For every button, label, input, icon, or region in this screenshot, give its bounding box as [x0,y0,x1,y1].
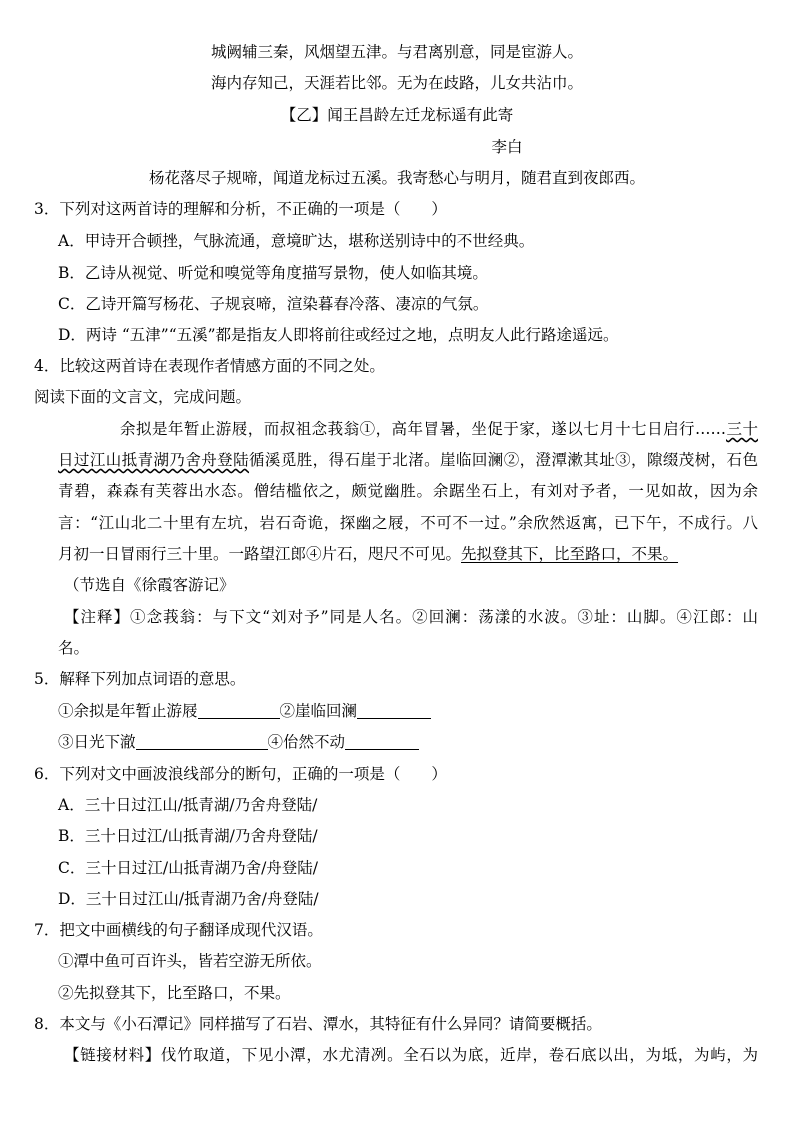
q5-item-1 [58,700,431,722]
passage-line-2 [58,449,758,471]
q3-stem: 3．下列对这两首诗的理解和分析，不正确的一项是（ ） [34,200,447,218]
q8-stem: 8．本文与《小石潭记》同样描写了石岩、潭水，其特征有什么异同？请简要概括。 [34,1015,602,1033]
q5-item-text: ①余拟是年暂止游屐 [58,702,198,720]
passage-line-3: 青碧，森森有芙蓉出水态。僧结槛依之，颇觉幽胜。余踞坐石上，有刘对予者，一见如故，因为余 [58,482,758,500]
q5-item-text: ②崖临回澜 [279,702,358,720]
poem-yi-line-1: 杨花落尽子规啼，闻道龙标过五溪。我寄愁心与明月，随君直到夜郎西。 [148,169,645,187]
wavy-underlined-text: 日过江山抵青湖乃舍舟登陆 [58,451,250,469]
passage-source: （节选自《徐霞客游记》 [64,576,235,594]
q4-stem: 4．比较这两首诗在表现作者情感方面的不同之处。 [34,357,385,375]
q6-option-d: D．三十日过江山/抵青湖乃舍/舟登陆/ [58,890,319,908]
poem-jia-line-1: 城阙辅三秦，风烟望五津。与君离别意，同是宦游人。 [210,43,583,61]
poem-yi-title: 【乙】闻王昌龄左迁龙标遥有此寄 [280,106,514,124]
answer-blank[interactable] [198,702,280,719]
passage-text: 月初一日冒雨行三十里。一路望江郎④片石，咫尺不可见。 [58,545,462,563]
passage-text: 余拟是年暂止游屐，而叔祖念莪翁①，高年冒暑，坐促于家，遂以七月十七日启行…… [120,420,727,438]
underlined-sentence: 先拟登其下，比至路口，不果。 [461,545,679,563]
q7-stem: 7．把文中画横线的句子翻译成现代汉语。 [34,921,323,939]
q3-option-d: D．两诗 “五津”“五溪”都是指友人即将前往或经过之地，点明友人此行路途遥远。 [58,326,619,344]
passage-line-5 [58,543,678,565]
q3-option-b: B．乙诗从视觉、听觉和嗅觉等角度描写景物，使人如临其境。 [58,264,488,282]
answer-blank[interactable] [357,702,431,719]
link-material: 【链接材料】伐竹取道，下见小潭，水尤清冽。全石以为底，近岸，卷石底以出，为坻，为屿，为 [64,1046,758,1064]
q6-stem: 6．下列对文中画波浪线部分的断句，正确的一项是（ ） [34,765,447,783]
q6-option-b: B．三十日过江/山抵青湖/乃舍舟登陆/ [58,827,318,845]
q5-stem: 5．解释下列加点词语的意思。 [34,670,246,688]
answer-blank[interactable] [345,733,419,750]
q5-item-text: ③日光下澈 [58,733,136,751]
q7-item-1: ①潭中鱼可百许头，皆若空游无所依。 [58,952,322,970]
q6-option-c: C．三十日过江/山抵青湖乃舍/舟登陆/ [58,859,319,877]
poem-yi-author: 李白 [491,138,523,156]
passage-line-1 [120,418,758,440]
poem-jia-line-2: 海内存知己，天涯若比邻。无为在歧路，儿女共沾巾。 [210,74,583,92]
notes-line-1: 【注释】①念莪翁：与下文“刘对予”同是人名。②回澜：荡漾的水波。③址：山脚。④江郎：山 [64,608,758,626]
wavy-underlined-text: 三十 [726,420,758,438]
answer-blank[interactable] [136,733,268,750]
q6-option-a: A．三十日过江山/抵青湖/乃舍舟登陆/ [58,796,318,814]
passage-line-4: 言：“江山北二十里有左坑，岩石奇诡，探幽之屐，不可不一过。”余欣然返寓，已下午，不成行。八 [58,514,758,532]
q3-option-a: A．甲诗开合顿挫，气脉流通，意境旷达，堪称送别诗中的不世经典。 [58,232,535,250]
notes-line-2: 名。 [58,639,90,657]
q5-item-text: ④佁然不动 [267,733,346,751]
q3-option-c: C．乙诗开篇写杨花、子规哀啼，渲染暮春冷落、凄凉的气氛。 [58,295,489,313]
passage-text: 循溪觅胜，得石崖于北渚。崖临回澜②，澄潭漱其址③，隙缀茂树，石色 [249,451,758,469]
q7-item-2: ②先拟登其下，比至路口，不果。 [58,984,291,1002]
reading-intro: 阅读下面的文言文，完成问题。 [34,388,252,406]
q5-item-3 [58,731,419,753]
